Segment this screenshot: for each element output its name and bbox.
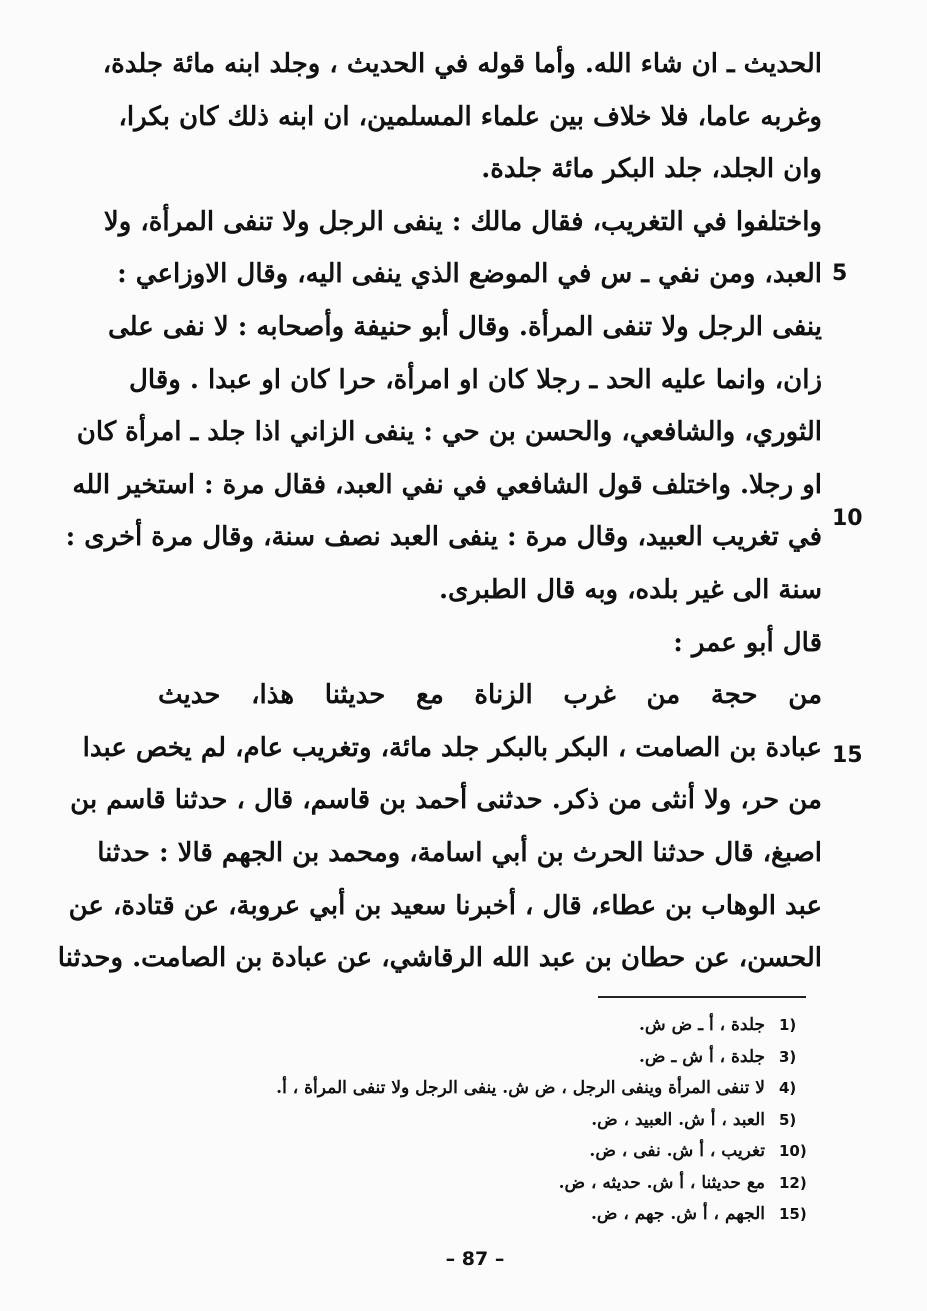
footnote-text: الجهم ، أ ش. جهم ، ض. xyxy=(590,1204,765,1224)
footnote-item xyxy=(200,1168,815,1200)
text-line-11: سنة الى غير بلده، وبه قال الطبرى. xyxy=(438,574,822,605)
footnote-text: العبد ، أ ش. العبيد ، ض. xyxy=(591,1109,765,1130)
footnote-item xyxy=(200,1105,815,1137)
footnote-number: 1) xyxy=(779,1016,797,1034)
text-line-9: او رجلا. واختلف قول الشافعي في نفي العبد، فقال مرة : استخير الله xyxy=(72,469,822,500)
footnote-number: 12) xyxy=(779,1173,807,1192)
text-line-5: العبد، ومن نفي ـ س في الموضع الذي ينفى اليه، وقال الاوزاعي : xyxy=(117,259,822,290)
text-line-16: اصبغ، قال حدثنا الحرث بن أبي اسامة، ومحمد بن الجهم قالا : حدثنا xyxy=(97,837,822,868)
footnote-divider xyxy=(598,996,806,998)
footnote-number: 15) xyxy=(779,1205,807,1223)
text-line-1: الحديث ـ ان شاء الله. وأما قوله في الحديث ، وجلد ابنه مائة جلدة، xyxy=(102,49,822,79)
text-line-8: الثوري، والشافعي، والحسن بن حي : ينفى الزاني اذا جلد ـ امرأة كان xyxy=(76,417,822,448)
footnote-number: 4) xyxy=(779,1079,797,1097)
footnote-item xyxy=(200,1042,815,1074)
section-heading: قال أبو عمر : xyxy=(673,627,822,658)
text-line-15: من حر، ولا أنثى من ذكر. حدثنى أحمد بن قاسم، قال ، حدثنا قاسم بن xyxy=(70,785,822,816)
footnote-item xyxy=(200,1010,815,1042)
main-text-block xyxy=(57,38,822,985)
line-number-10: 10 xyxy=(832,506,863,531)
footnote-text: لا تنفى المرأة وينفى الرجل ، ض ش. ينفى الرجل ولا تنفى المرأة ، أ. xyxy=(276,1078,765,1098)
text-line-4: واختلفوا في التغريب، فقال مالك : ينفى الرجل ولا تنفى المرأة، ولا xyxy=(103,206,822,237)
footnote-text: جلدة ، أ ش ـ ض. xyxy=(639,1046,765,1067)
text-line-18: الحسن، عن حطان بن عبد الله الرقاشي، عن عبادة بن الصامت. وحدثنا xyxy=(57,943,822,974)
text-line-13: من حجة من غرب الزناة مع حديثنا هذا، حديث xyxy=(158,680,822,711)
text-line-7: زان، وانما عليه الحد ـ رجلا كان او امرأة، حرا كان او عبدا . وقال xyxy=(129,364,822,395)
footnote-item xyxy=(200,1199,815,1231)
text-line-10: في تغريب العبيد، وقال مرة : ينفى العبد نصف سنة، وقال مرة أخرى : xyxy=(65,522,822,553)
footnote-text: تغريب ، أ ش. نفى ، ض. xyxy=(589,1141,765,1161)
line-number-5: 5 xyxy=(832,261,848,286)
text-line-14: عبادة بن الصامت ، البكر بالبكر جلد مائة، وتغريب عام، لم يخص عبدا xyxy=(82,732,822,763)
footnote-number: 3) xyxy=(779,1047,797,1066)
text-line-6: ينفى الرجل ولا تنفى المرأة. وقال أبو حنيفة وأصحابه : لا نفى على xyxy=(107,311,822,342)
text-line-3: وان الجلد، جلد البكر مائة جلدة. xyxy=(481,154,822,185)
footnote-item xyxy=(200,1136,815,1168)
footnote-text: مع حديثنا ، أ ش. حديثه ، ض. xyxy=(558,1172,765,1193)
text-line-17: عبد الوهاب بن عطاء، قال ، أخبرنا سعيد بن أبي عروبة، عن قتادة، عن xyxy=(68,890,822,921)
footnote-item xyxy=(200,1073,815,1105)
page-number: – 87 – xyxy=(445,1248,505,1270)
line-number-15: 15 xyxy=(832,743,863,768)
text-line-2: وغربه عاما، فلا خلاف بين علماء المسلمين، ان ابنه ذلك كان بكرا، xyxy=(118,101,822,132)
footnote-number: 5) xyxy=(779,1110,797,1129)
footnote-text: جلدة ، أ ـ ض ش. xyxy=(639,1015,765,1035)
footnotes xyxy=(200,1010,815,1231)
footnote-number: 10) xyxy=(779,1142,807,1160)
